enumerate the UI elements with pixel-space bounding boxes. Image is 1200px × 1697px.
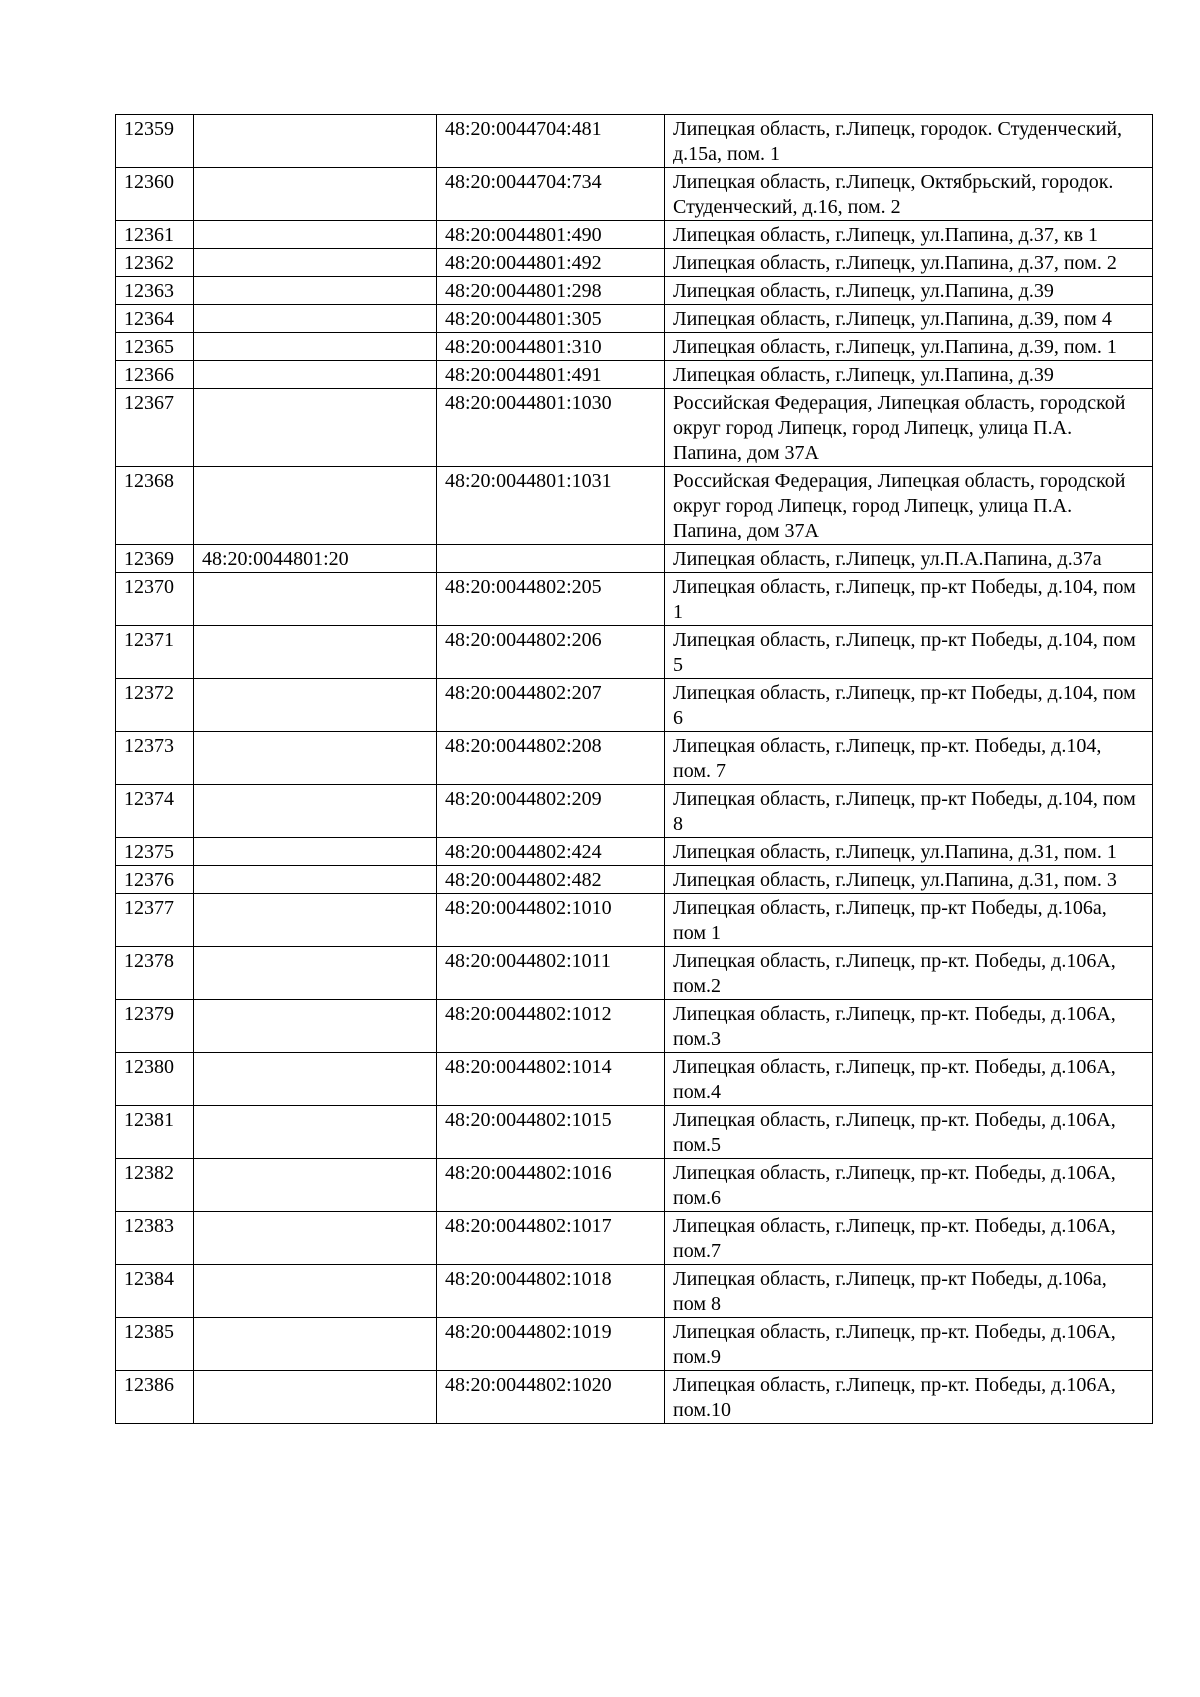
table-row xyxy=(116,894,1153,947)
address: Липецкая область, г.Липецк, ул.Папина, д.31, пом. 3 xyxy=(665,866,1153,894)
row-number: 12362 xyxy=(116,249,194,277)
land-cadastral-number xyxy=(194,573,437,626)
land-cadastral-number xyxy=(194,866,437,894)
land-cadastral-number xyxy=(194,221,437,249)
land-cadastral-number xyxy=(194,785,437,838)
land-cadastral-number xyxy=(194,894,437,947)
object-cadastral-number: 48:20:0044802:209 xyxy=(437,785,665,838)
address: Липецкая область, г.Липецк, пр-кт. Победы, д.106А, пом.3 xyxy=(665,1000,1153,1053)
object-cadastral-number: 48:20:0044801:305 xyxy=(437,305,665,333)
table-row xyxy=(116,1053,1153,1106)
object-cadastral-number: 48:20:0044801:310 xyxy=(437,333,665,361)
object-cadastral-number: 48:20:0044802:482 xyxy=(437,866,665,894)
row-number: 12380 xyxy=(116,1053,194,1106)
land-cadastral-number xyxy=(194,277,437,305)
object-cadastral-number: 48:20:0044802:1016 xyxy=(437,1159,665,1212)
address: Липецкая область, г.Липецк, пр-кт Победы, д.104, пом 8 xyxy=(665,785,1153,838)
row-number: 12364 xyxy=(116,305,194,333)
object-cadastral-number: 48:20:0044801:491 xyxy=(437,361,665,389)
table-row xyxy=(116,168,1153,221)
address: Липецкая область, г.Липецк, ул.Папина, д.39, пом. 1 xyxy=(665,333,1153,361)
land-cadastral-number: 48:20:0044801:20 xyxy=(194,545,437,573)
table-row xyxy=(116,115,1153,168)
address: Липецкая область, г.Липецк, пр-кт. Победы, д.106А, пом.5 xyxy=(665,1106,1153,1159)
address: Липецкая область, г.Липецк, пр-кт. Победы, д.106А, пом.2 xyxy=(665,947,1153,1000)
table-row xyxy=(116,277,1153,305)
table-row xyxy=(116,785,1153,838)
table-row xyxy=(116,249,1153,277)
address: Липецкая область, г.Липецк, пр-кт. Победы, д.106А, пом.6 xyxy=(665,1159,1153,1212)
object-cadastral-number: 48:20:0044801:490 xyxy=(437,221,665,249)
object-cadastral-number: 48:20:0044801:1030 xyxy=(437,389,665,467)
row-number: 12372 xyxy=(116,679,194,732)
address: Липецкая область, г.Липецк, пр-кт. Победы, д.106А, пом.4 xyxy=(665,1053,1153,1106)
land-cadastral-number xyxy=(194,361,437,389)
land-cadastral-number xyxy=(194,305,437,333)
address: Липецкая область, г.Липецк, ул.П.А.Папина, д.37а xyxy=(665,545,1153,573)
land-cadastral-number xyxy=(194,1371,437,1424)
row-number: 12374 xyxy=(116,785,194,838)
address: Липецкая область, г.Липецк, ул.Папина, д.39 xyxy=(665,361,1153,389)
object-cadastral-number: 48:20:0044802:1019 xyxy=(437,1318,665,1371)
land-cadastral-number xyxy=(194,1000,437,1053)
land-cadastral-number xyxy=(194,1053,437,1106)
object-cadastral-number: 48:20:0044802:207 xyxy=(437,679,665,732)
table-row xyxy=(116,1371,1153,1424)
table-row xyxy=(116,333,1153,361)
land-cadastral-number xyxy=(194,1318,437,1371)
address: Липецкая область, г.Липецк, ул.Папина, д.31, пом. 1 xyxy=(665,838,1153,866)
object-cadastral-number: 48:20:0044802:1018 xyxy=(437,1265,665,1318)
table-row xyxy=(116,305,1153,333)
object-cadastral-number: 48:20:0044801:492 xyxy=(437,249,665,277)
land-cadastral-number xyxy=(194,732,437,785)
row-number: 12361 xyxy=(116,221,194,249)
table-row xyxy=(116,573,1153,626)
object-cadastral-number: 48:20:0044802:206 xyxy=(437,626,665,679)
land-cadastral-number xyxy=(194,1159,437,1212)
land-cadastral-number xyxy=(194,1212,437,1265)
address: Липецкая область, г.Липецк, ул.Папина, д.37, кв 1 xyxy=(665,221,1153,249)
row-number: 12369 xyxy=(116,545,194,573)
row-number: 12384 xyxy=(116,1265,194,1318)
table-row xyxy=(116,838,1153,866)
address: Российская Федерация, Липецкая область, городской округ город Липецк, город Липецк, улица П.А. Папина, дом 37А xyxy=(665,467,1153,545)
table-row xyxy=(116,866,1153,894)
register-table-body xyxy=(116,115,1153,1424)
land-cadastral-number xyxy=(194,467,437,545)
row-number: 12365 xyxy=(116,333,194,361)
address: Липецкая область, г.Липецк, пр-кт. Победы, д.106А, пом.9 xyxy=(665,1318,1153,1371)
object-cadastral-number: 48:20:0044802:1017 xyxy=(437,1212,665,1265)
row-number: 12367 xyxy=(116,389,194,467)
address: Липецкая область, г.Липецк, пр-кт. Победы, д.106А, пом.10 xyxy=(665,1371,1153,1424)
table-row xyxy=(116,221,1153,249)
object-cadastral-number: 48:20:0044704:734 xyxy=(437,168,665,221)
table-row xyxy=(116,389,1153,467)
document-page xyxy=(115,114,1152,1424)
row-number: 12359 xyxy=(116,115,194,168)
land-cadastral-number xyxy=(194,115,437,168)
address: Российская Федерация, Липецкая область, городской округ город Липецк, город Липецк, улица П.А. Папина, дом 37А xyxy=(665,389,1153,467)
land-cadastral-number xyxy=(194,249,437,277)
row-number: 12370 xyxy=(116,573,194,626)
address: Липецкая область, г.Липецк, ул.Папина, д.37, пом. 2 xyxy=(665,249,1153,277)
table-row xyxy=(116,732,1153,785)
table-row xyxy=(116,361,1153,389)
address: Липецкая область, г.Липецк, пр-кт. Победы, д.106А, пом.7 xyxy=(665,1212,1153,1265)
land-cadastral-number xyxy=(194,168,437,221)
address: Липецкая область, г.Липецк, ул.Папина, д.39 xyxy=(665,277,1153,305)
table-row xyxy=(116,1318,1153,1371)
land-cadastral-number xyxy=(194,626,437,679)
object-cadastral-number: 48:20:0044802:1010 xyxy=(437,894,665,947)
address: Липецкая область, г.Липецк, пр-кт Победы, д.106а, пом 1 xyxy=(665,894,1153,947)
table-row xyxy=(116,1000,1153,1053)
land-cadastral-number xyxy=(194,947,437,1000)
object-cadastral-number: 48:20:0044704:481 xyxy=(437,115,665,168)
row-number: 12383 xyxy=(116,1212,194,1265)
row-number: 12375 xyxy=(116,838,194,866)
row-number: 12373 xyxy=(116,732,194,785)
object-cadastral-number: 48:20:0044802:1014 xyxy=(437,1053,665,1106)
address: Липецкая область, г.Липецк, пр-кт. Победы, д.104, пом. 7 xyxy=(665,732,1153,785)
object-cadastral-number: 48:20:0044801:298 xyxy=(437,277,665,305)
land-cadastral-number xyxy=(194,389,437,467)
address: Липецкая область, г.Липецк, пр-кт Победы, д.104, пом 5 xyxy=(665,626,1153,679)
address: Липецкая область, г.Липецк, городок. Студенческий, д.15а, пом. 1 xyxy=(665,115,1153,168)
land-cadastral-number xyxy=(194,1265,437,1318)
address: Липецкая область, г.Липецк, Октябрьский, городок. Студенческий, д.16, пом. 2 xyxy=(665,168,1153,221)
object-cadastral-number: 48:20:0044802:424 xyxy=(437,838,665,866)
address: Липецкая область, г.Липецк, пр-кт Победы, д.104, пом 1 xyxy=(665,573,1153,626)
row-number: 12368 xyxy=(116,467,194,545)
table-row xyxy=(116,1106,1153,1159)
object-cadastral-number: 48:20:0044802:1011 xyxy=(437,947,665,1000)
land-cadastral-number xyxy=(194,679,437,732)
address: Липецкая область, г.Липецк, ул.Папина, д.39, пом 4 xyxy=(665,305,1153,333)
table-row xyxy=(116,626,1153,679)
address: Липецкая область, г.Липецк, пр-кт Победы, д.104, пом 6 xyxy=(665,679,1153,732)
row-number: 12366 xyxy=(116,361,194,389)
object-cadastral-number: 48:20:0044802:1012 xyxy=(437,1000,665,1053)
address: Липецкая область, г.Липецк, пр-кт Победы, д.106а, пом 8 xyxy=(665,1265,1153,1318)
row-number: 12379 xyxy=(116,1000,194,1053)
row-number: 12363 xyxy=(116,277,194,305)
table-row xyxy=(116,467,1153,545)
row-number: 12386 xyxy=(116,1371,194,1424)
object-cadastral-number: 48:20:0044801:1031 xyxy=(437,467,665,545)
row-number: 12378 xyxy=(116,947,194,1000)
table-row xyxy=(116,1212,1153,1265)
object-cadastral-number xyxy=(437,545,665,573)
row-number: 12377 xyxy=(116,894,194,947)
table-row xyxy=(116,679,1153,732)
row-number: 12381 xyxy=(116,1106,194,1159)
row-number: 12360 xyxy=(116,168,194,221)
object-cadastral-number: 48:20:0044802:1020 xyxy=(437,1371,665,1424)
table-row xyxy=(116,545,1153,573)
row-number: 12371 xyxy=(116,626,194,679)
object-cadastral-number: 48:20:0044802:1015 xyxy=(437,1106,665,1159)
table-row xyxy=(116,1159,1153,1212)
table-row xyxy=(116,1265,1153,1318)
row-number: 12385 xyxy=(116,1318,194,1371)
object-cadastral-number: 48:20:0044802:208 xyxy=(437,732,665,785)
row-number: 12382 xyxy=(116,1159,194,1212)
land-cadastral-number xyxy=(194,838,437,866)
table-row xyxy=(116,947,1153,1000)
property-register-table xyxy=(115,114,1153,1424)
land-cadastral-number xyxy=(194,1106,437,1159)
row-number: 12376 xyxy=(116,866,194,894)
land-cadastral-number xyxy=(194,333,437,361)
object-cadastral-number: 48:20:0044802:205 xyxy=(437,573,665,626)
